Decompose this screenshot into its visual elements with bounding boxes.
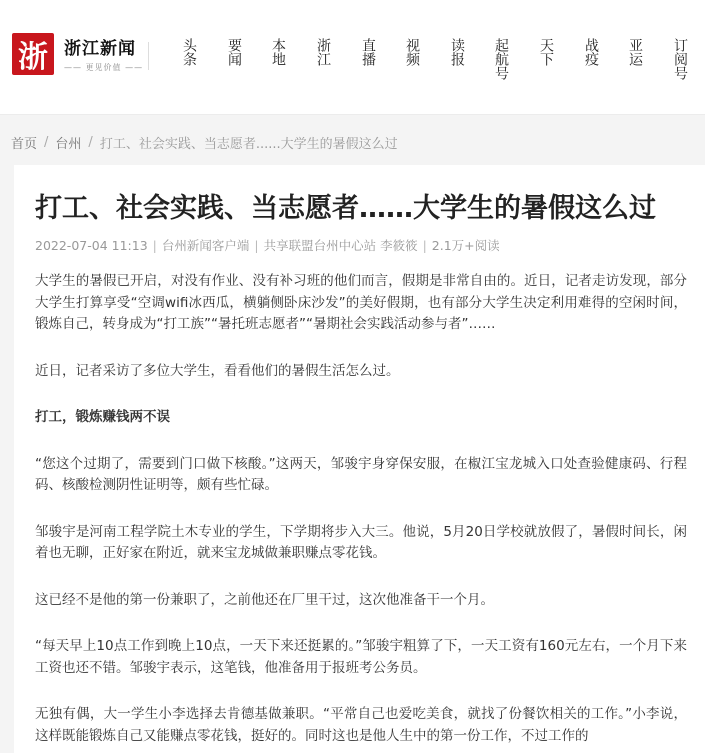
publish-datetime: 2022-07-04 11:13 bbox=[35, 238, 148, 253]
read-count: 2.1万+阅读 bbox=[431, 238, 500, 253]
breadcrumb-separator: / bbox=[88, 134, 93, 150]
article-author: 共享联盟台州中心站 李筱筱 bbox=[263, 238, 418, 253]
nav-item-epidemic[interactable]: 战疫 bbox=[583, 38, 599, 66]
article-source[interactable]: 台州新闻客户端 bbox=[161, 238, 250, 253]
article-meta: 2022-07-04 11:13 | 台州新闻客户端 | 共享联盟台州中心站 李筱筱 | 2.1万+阅读 bbox=[35, 238, 500, 253]
nav-item-zhejiang[interactable]: 浙江 bbox=[315, 38, 331, 66]
nav-item-news[interactable]: 要闻 bbox=[226, 38, 242, 66]
main-nav bbox=[160, 38, 705, 88]
nav-item-qihang[interactable]: 起航号 bbox=[493, 38, 509, 80]
article-paragraph: 邹骏宇是河南工程学院土木专业的学生，下学期将步入大三。他说，5月20日学校就放假了，暑假时间长，闲着也无聊，正好家在附近，就来宝龙城做兼职赚点零花钱。 bbox=[35, 523, 687, 561]
nav-item-local[interactable]: 本地 bbox=[270, 38, 286, 66]
article-paragraph: 这已经不是他的第一份兼职了，之前他还在厂里干过，这次他准备干一个月。 bbox=[35, 591, 494, 608]
nav-item-world[interactable]: 天下 bbox=[538, 38, 554, 66]
article-container bbox=[14, 165, 705, 753]
nav-item-video[interactable]: 视频 bbox=[404, 38, 420, 66]
nav-item-live[interactable]: 直播 bbox=[360, 38, 376, 66]
nav-item-subscription[interactable]: 订阅号 bbox=[672, 38, 688, 80]
breadcrumb-separator: / bbox=[44, 134, 49, 150]
nav-item-newspaper[interactable]: 读报 bbox=[449, 38, 465, 66]
breadcrumb bbox=[11, 133, 398, 151]
article-subheading: 打工，锻炼赚钱两不误 bbox=[35, 409, 170, 425]
header-divider bbox=[148, 42, 149, 70]
breadcrumb-category-link[interactable]: 台州 bbox=[55, 136, 82, 152]
site-logo-icon[interactable]: 浙 bbox=[12, 33, 54, 75]
breadcrumb-current: 打工、社会实践、当志愿者......大学生的暑假这么过 bbox=[99, 136, 398, 152]
nav-item-asian-games[interactable]: 亚运 bbox=[627, 38, 643, 66]
site-slogan: —— 更见价值 —— bbox=[64, 63, 144, 72]
breadcrumb-home-link[interactable]: 首页 bbox=[11, 136, 38, 152]
article-paragraph: “您这个过期了，需要到门口做下核酸。”这两天，邹骏宇身穿保安服，在椒江宝龙城入口处查验健康码、行程码、核酸检测阴性证明等，颇有些忙碌。 bbox=[35, 455, 687, 493]
article-paragraph: “每天早上10点工作到晚上10点，一天下来还挺累的。”邹骏宇粗算了下，一天工资有160元左右，一个月下来工资也还不错。邹骏宇表示，这笔钱，他准备用于报班考公务员。 bbox=[35, 638, 687, 676]
nav-item-headlines[interactable]: 头条 bbox=[181, 38, 197, 66]
site-name[interactable]: 浙江新闻 bbox=[64, 39, 136, 59]
article-paragraph: 无独有偶，大一学生小李选择去肯德基做兼职。“平常自己也爱吃美食，就找了份餐饮相关的工作。”小李说，这样既能锻炼自己又能赚点零花钱，挺好的。同时这也是他人生中的第一份工作，不过工作的 bbox=[35, 706, 687, 744]
site-header bbox=[0, 0, 705, 115]
article-body bbox=[35, 271, 687, 753]
article-paragraph: 近日，记者采访了多位大学生，看看他们的暑假生活怎么过。 bbox=[35, 362, 400, 379]
article-paragraph: 大学生的暑假已开启，对没有作业、没有补习班的他们而言，假期是非常自由的。近日，记者走访发现，部分大学生打算享受“空调wifi冰西瓜，横躺侧卧床沙发”的美好假期，也有部分大学生决定利用难得的空闲时间，锻炼自己，转身成为“打工族”“暑托班志愿者”“暑期社会实践活动参与者”…… bbox=[35, 273, 687, 332]
article-title: 打工、社会实践、当志愿者……大学生的暑假这么过 bbox=[35, 193, 656, 224]
